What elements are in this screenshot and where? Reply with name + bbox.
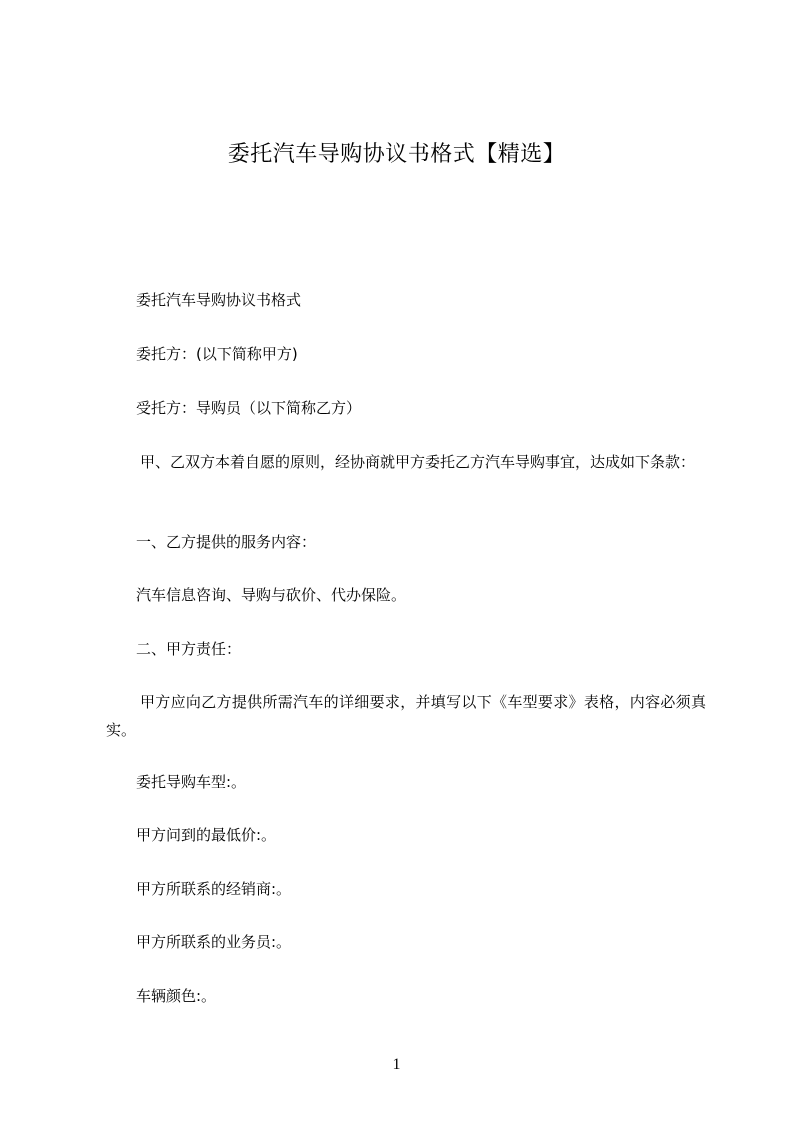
field-lowest-price: 甲方问到的最低价:。 [136,826,277,844]
paragraph-agent: 受托方：导购员（以下简称乙方） [136,399,362,417]
paragraph-heading: 委托汽车导购协议书格式 [136,291,302,309]
page-number: 1 [392,1056,401,1073]
section-heading-responsibility: 二、甲方责任： [136,640,242,658]
paragraph-responsibility: 甲方应向乙方提供所需汽车的详细要求，并填写以下《车型要求》表格，内容必须真实。 [106,693,706,739]
field-salesperson: 甲方所联系的业务员:。 [136,933,292,951]
paragraph-preamble: 甲、乙双方本着自愿的原则，经协商就甲方委托乙方汽车导购事宜，达成如下条款： [140,453,696,471]
paragraph-services: 汽车信息咨询、导购与砍价、代办保险。 [136,586,407,604]
document-title: 委托汽车导购协议书格式【精选】 [227,142,566,167]
field-car-model: 委托导购车型:。 [136,773,247,791]
section-heading-services: 一、乙方提供的服务内容： [136,533,317,551]
field-vehicle-color: 车辆颜色:。 [136,987,217,1005]
paragraph-principal: 委托方：(以下简称甲方) [136,345,298,363]
field-dealer: 甲方所联系的经销商:。 [136,880,292,898]
